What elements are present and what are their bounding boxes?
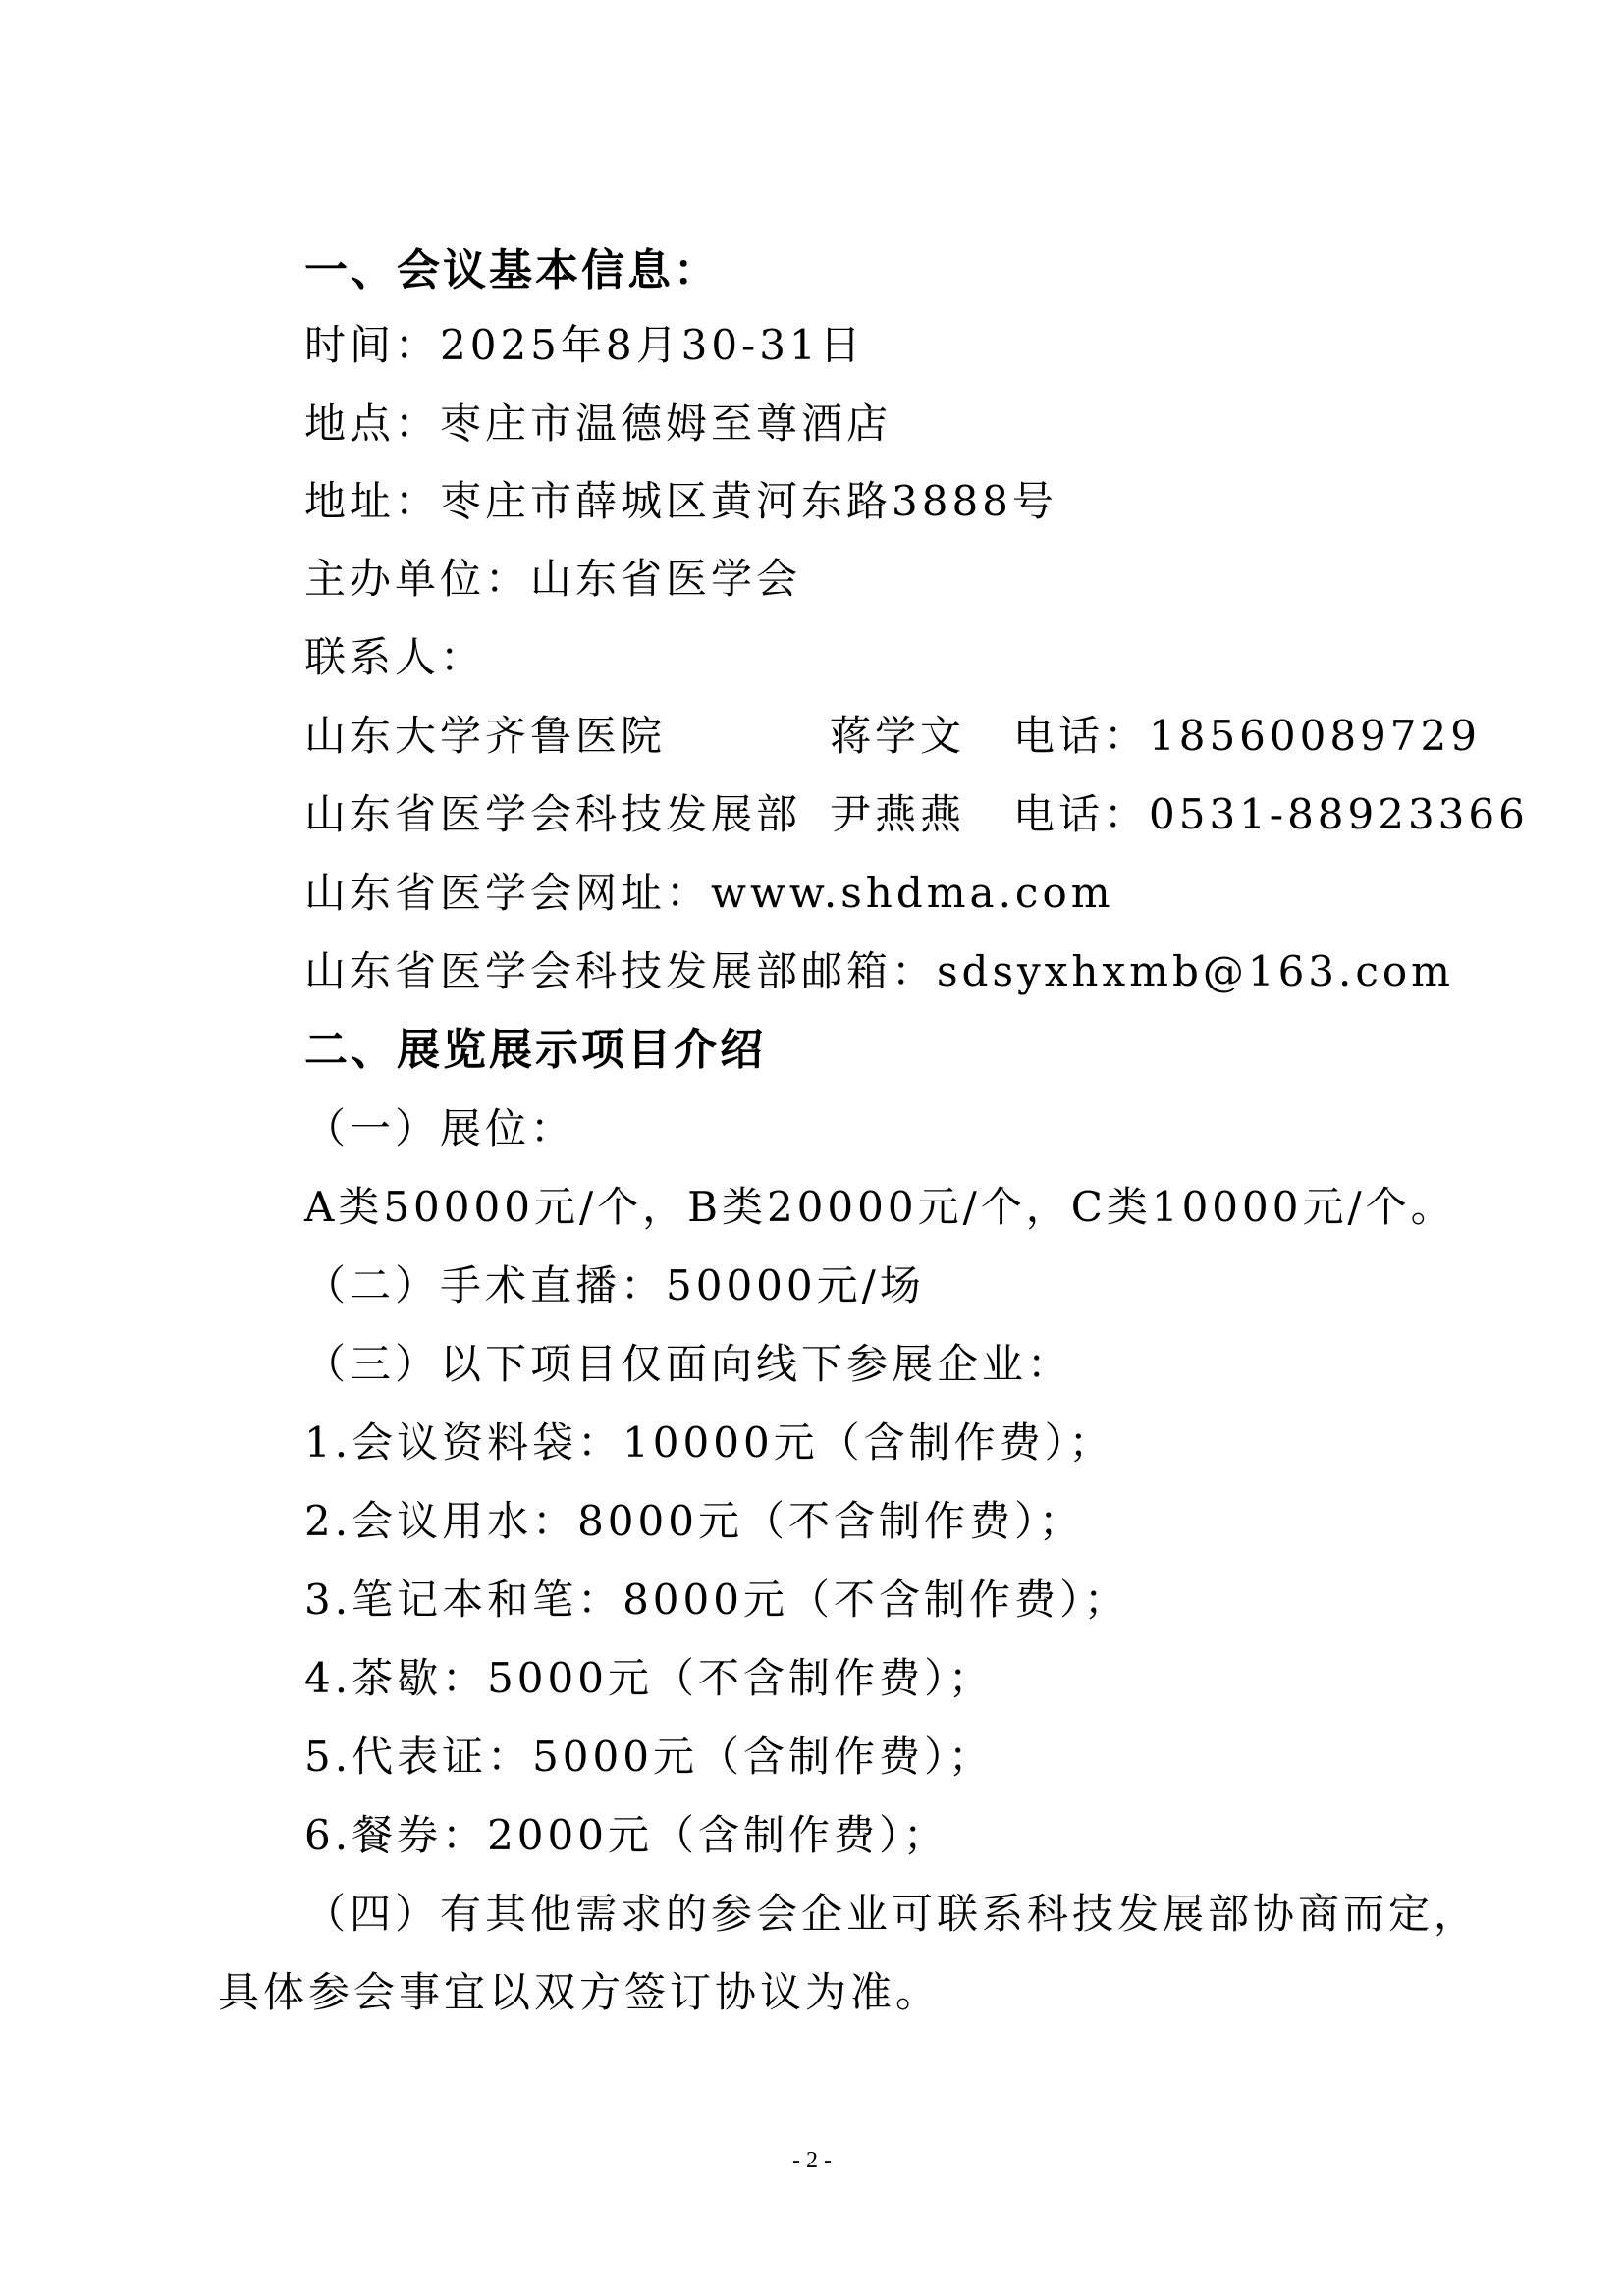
contact-organization: 山东大学齐鲁医院: [304, 712, 667, 760]
offline-items-label: （三）以下项目仅面向线下参展企业：: [304, 1340, 1073, 1388]
contact-name: 尹燕燕: [830, 790, 966, 838]
booth-prices: A类50000元/个，B类20000元/个，C类10000元/个。: [304, 1183, 1456, 1231]
surgery-live-price: （二）手术直播：50000元/场: [304, 1261, 925, 1309]
contact-name: 蒋学文: [830, 712, 966, 760]
list-item: 2.会议用水：8000元（不含制作费）；: [304, 1497, 1084, 1545]
other-needs-paragraph-line1: （四）有其他需求的参会企业可联系科技发展部协商而定，: [304, 1890, 1480, 1938]
meeting-venue: 地点：枣庄市温德姆至尊酒店: [304, 400, 893, 448]
list-item: 1.会议资料袋：10000元（含制作费）；: [304, 1418, 1114, 1467]
contact-organization: 山东省医学会科技发展部: [304, 790, 802, 838]
meeting-time: 时间：2025年8月30-31日: [304, 321, 865, 369]
list-item: 3.笔记本和笔：8000元（不含制作费）；: [304, 1575, 1129, 1624]
contact-phone: 电话：0531-88923366: [1013, 790, 1529, 838]
list-item: 4.茶歇：5000元（不含制作费）；: [304, 1654, 994, 1702]
association-website: 山东省医学会网址：www.shdma.com: [304, 869, 1114, 917]
section2-heading: 二、展览展示项目介绍: [304, 1025, 766, 1075]
contact-phone: 电话：18560089729: [1013, 712, 1481, 760]
department-email: 山东省医学会科技发展部邮箱：sdsyxhxmb@163.com: [304, 947, 1455, 995]
section1-heading: 一、会议基本信息：: [304, 245, 720, 295]
contact-row: [304, 707, 1481, 766]
meeting-address: 地址：枣庄市薛城区黄河东路3888号: [304, 477, 1057, 525]
booth-label: （一）展位：: [304, 1104, 576, 1152]
page-number: - 2 -: [792, 2148, 832, 2173]
list-item: 5.代表证：5000元（含制作费）；: [304, 1733, 994, 1781]
meeting-organizer: 主办单位：山东省医学会: [304, 555, 802, 603]
contact-row: [304, 785, 1529, 844]
list-item: 6.餐券：2000元（含制作费）；: [304, 1811, 948, 1859]
contacts-label: 联系人：: [304, 633, 486, 681]
other-needs-paragraph-line2: 具体参会事宜以双方签订协议为准。: [218, 1968, 942, 2016]
